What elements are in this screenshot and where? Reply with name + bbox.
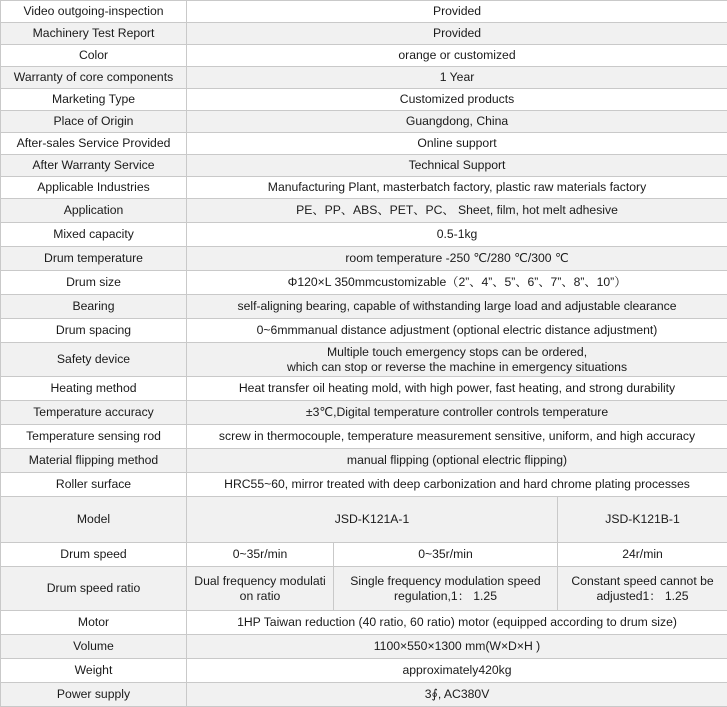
row-value: Provided (187, 23, 727, 45)
table-row (1, 271, 727, 295)
table-row (1, 111, 727, 133)
row-value: Technical Support (187, 155, 727, 177)
row-label: Temperature accuracy (1, 401, 187, 425)
row-label: Warranty of core components (1, 67, 187, 89)
table-row (1, 1, 727, 23)
row-label: Safety device (1, 343, 187, 377)
row-label: Drum spacing (1, 319, 187, 343)
table-row (1, 247, 727, 271)
row-value: orange or customized (187, 45, 727, 67)
row-value-line: Multiple touch emergency stops can be ordered, (190, 345, 724, 360)
row-label: Drum size (1, 271, 187, 295)
ratio-line: adjusted1： 1.25 (561, 589, 724, 604)
table-row (1, 319, 727, 343)
ratio-line: Single frequency modulation speed (337, 574, 554, 589)
row-value: 1 Year (187, 67, 727, 89)
table-row (1, 67, 727, 89)
ratio-cell (187, 567, 334, 611)
row-label: Application (1, 199, 187, 223)
row-label: Roller surface (1, 473, 187, 497)
table-row (1, 199, 727, 223)
table-row (1, 155, 727, 177)
row-value: approximately420kg (187, 659, 727, 683)
row-label: Drum speed ratio (1, 567, 187, 611)
row-label: After-sales Service Provided (1, 133, 187, 155)
table-row (1, 659, 727, 683)
row-label: Mixed capacity (1, 223, 187, 247)
row-label: Heating method (1, 377, 187, 401)
speed-cell: 0~35r/min (187, 543, 334, 567)
table-row (1, 343, 727, 377)
model-cell: JSD-K121B-1 (558, 497, 727, 543)
row-label: Weight (1, 659, 187, 683)
table-row (1, 377, 727, 401)
row-value: 1100×550×1300 mm(W×D×H ) (187, 635, 727, 659)
ratio-cell (558, 567, 727, 611)
table-row (1, 543, 727, 567)
row-label: Applicable Industries (1, 177, 187, 199)
speed-cell: 24r/min (558, 543, 727, 567)
ratio-line: regulation,1： 1.25 (337, 589, 554, 604)
row-label: Material flipping method (1, 449, 187, 473)
table-row (1, 683, 727, 707)
row-value: Guangdong, China (187, 111, 727, 133)
row-value: Φ120×L 350mmcustomizable（2”、4”、5”、6”、7”、8”、10”） (187, 271, 727, 295)
table-row (1, 89, 727, 111)
table-row (1, 295, 727, 319)
row-value: 1HP Taiwan reduction (40 ratio, 60 ratio) motor (equipped according to drum size) (187, 611, 727, 635)
table-row (1, 567, 727, 611)
table-row (1, 177, 727, 199)
row-value: Customized products (187, 89, 727, 111)
row-label: Drum temperature (1, 247, 187, 271)
table-row (1, 45, 727, 67)
table-row (1, 449, 727, 473)
speed-cell: 0~35r/min (334, 543, 558, 567)
row-value: 0.5-1kg (187, 223, 727, 247)
row-value: ±3℃,Digital temperature controller controls temperature (187, 401, 727, 425)
row-label: Place of Origin (1, 111, 187, 133)
table-row (1, 473, 727, 497)
table-row (1, 497, 727, 543)
row-value: Online support (187, 133, 727, 155)
row-label: Video outgoing-inspection (1, 1, 187, 23)
row-label: Marketing Type (1, 89, 187, 111)
row-value-line: which can stop or reverse the machine in emergency situations (190, 360, 724, 375)
table-row (1, 611, 727, 635)
model-cell: JSD-K121A-1 (187, 497, 558, 543)
row-value (187, 343, 727, 377)
row-label: Power supply (1, 683, 187, 707)
spec-table-body (1, 1, 727, 707)
row-value: Heat transfer oil heating mold, with high power, fast heating, and strong durability (187, 377, 727, 401)
table-row (1, 401, 727, 425)
table-row (1, 223, 727, 247)
table-row (1, 425, 727, 449)
row-label: After Warranty Service (1, 155, 187, 177)
row-value: room temperature -250 ℃/280 ℃/300 ℃ (187, 247, 727, 271)
row-label: Color (1, 45, 187, 67)
row-label: Model (1, 497, 187, 543)
row-value: Manufacturing Plant, masterbatch factory, plastic raw materials factory (187, 177, 727, 199)
ratio-line: on ratio (190, 589, 330, 604)
row-value: 3∮, AC380V (187, 683, 727, 707)
row-value: screw in thermocouple, temperature measurement sensitive, uniform, and high accuracy (187, 425, 727, 449)
table-row (1, 133, 727, 155)
row-label: Temperature sensing rod (1, 425, 187, 449)
table-row (1, 635, 727, 659)
row-value: manual flipping (optional electric flipping) (187, 449, 727, 473)
ratio-line: Constant speed cannot be (561, 574, 724, 589)
row-value: HRC55~60, mirror treated with deep carbonization and hard chrome plating processes (187, 473, 727, 497)
row-label: Motor (1, 611, 187, 635)
row-value: Provided (187, 1, 727, 23)
ratio-cell (334, 567, 558, 611)
row-label: Machinery Test Report (1, 23, 187, 45)
row-value: PE、PP、ABS、PET、PC、 Sheet, film, hot melt adhesive (187, 199, 727, 223)
row-label: Volume (1, 635, 187, 659)
ratio-line: Dual frequency modulati (190, 574, 330, 589)
row-label: Drum speed (1, 543, 187, 567)
row-value: 0~6mmmanual distance adjustment (optional electric distance adjustment) (187, 319, 727, 343)
table-row (1, 23, 727, 45)
row-label: Bearing (1, 295, 187, 319)
row-value: self-aligning bearing, capable of withstanding large load and adjustable clearance (187, 295, 727, 319)
